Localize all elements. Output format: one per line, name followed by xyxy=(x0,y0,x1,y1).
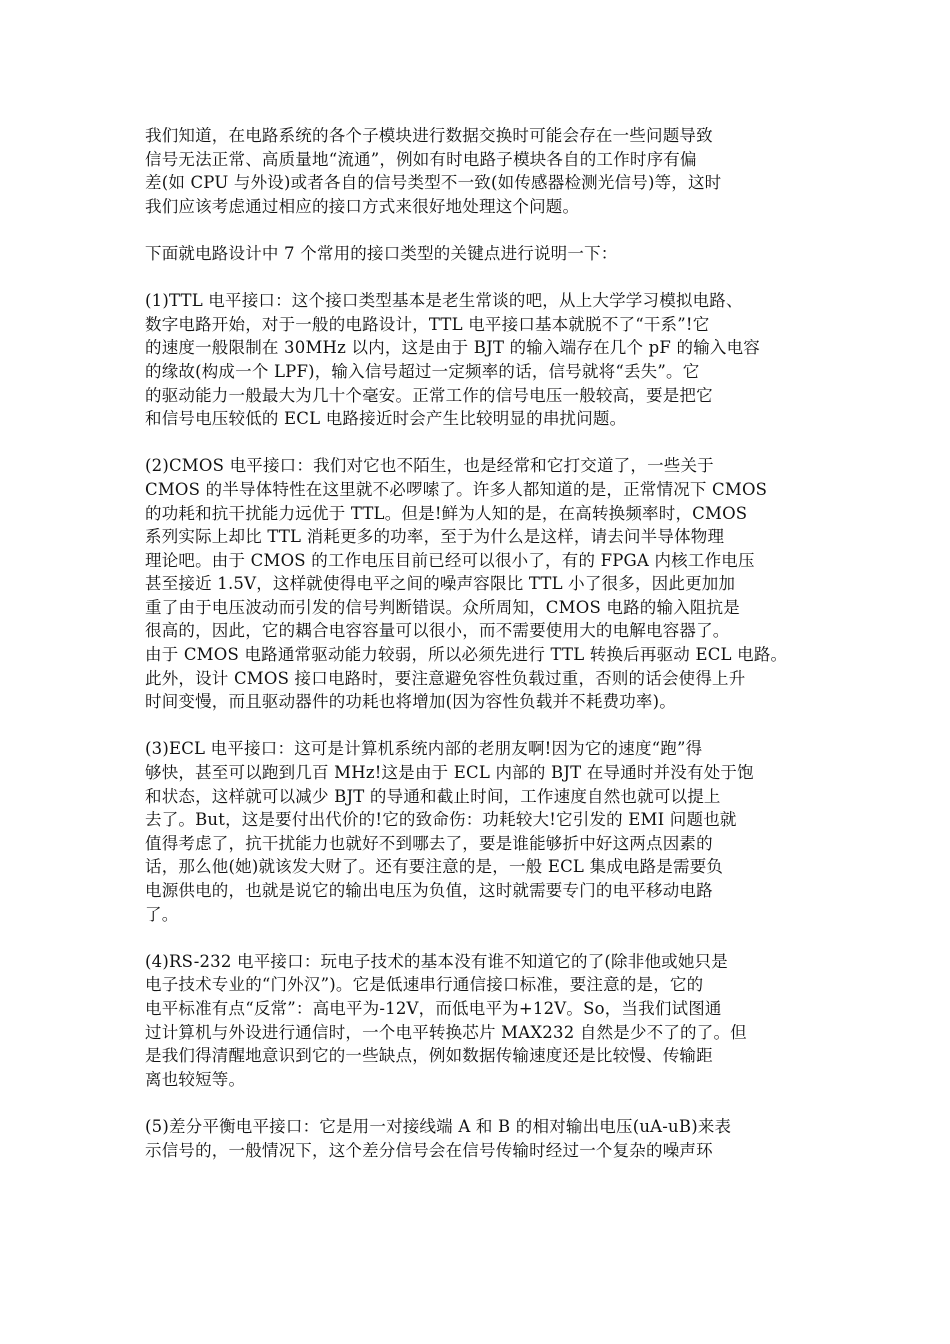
text-line: 的功耗和抗干扰能力远优于 TTL。但是!鲜为人知的是，在高转换频率时，CMOS xyxy=(145,503,748,523)
paragraph-cmos xyxy=(145,454,815,714)
document-body xyxy=(145,124,815,1162)
text-line: 信号无法正常、高质量地“流通”，例如有时电路子模块各自的工作时序有偏 xyxy=(145,149,697,169)
text-line: 此外，设计 CMOS 接口电路时，要注意避免容性负载过重，否则的话会使得上升 xyxy=(145,668,746,688)
text-line: 电源供电的，也就是说它的输出电压为负值，这时就需要专门的电平移动电路 xyxy=(145,881,713,900)
paragraph-gap xyxy=(145,266,815,290)
paragraph-gap xyxy=(145,431,815,455)
paragraph-ecl xyxy=(145,737,815,926)
text-line: 去了。But，这是要付出代价的!它的致命伤：功耗较大!它引发的 EMI 问题也就 xyxy=(145,810,737,830)
text-line: 的驱动能力一般最大为几十个毫安。正常工作的信号电压一般较高，要是把它 xyxy=(145,385,713,405)
text-line: 和信号电压较低的 ECL 电路接近时会产生比较明显的串扰问题。 xyxy=(145,409,627,429)
paragraph-gap xyxy=(145,218,815,242)
paragraph-intro xyxy=(145,124,815,218)
text-line: 下面就电路设计中 7 个常用的接口类型的关键点进行说明一下： xyxy=(145,243,618,263)
text-line: 由于 CMOS 电路通常驱动能力较弱，所以必须先进行 TTL 转换后再驱动 ECL 电路。 xyxy=(145,645,788,665)
text-line: 示信号的，一般情况下，这个差分信号会在信号传输时经过一个复杂的噪声环 xyxy=(145,1140,713,1160)
text-line: 过计算机与外设进行通信时，一个电平转换芯片 MAX232 自然是少不了的了。但 xyxy=(145,1022,747,1042)
text-line: 值得考虑了，抗干扰能力也就好不到哪去了，要是谁能够折中好这两点因素的 xyxy=(145,833,713,853)
text-line: 话，那么他(她)就该发大财了。还有要注意的是，一般 ECL 集成电路是需要负 xyxy=(145,857,724,877)
text-line: 我们知道，在电路系统的各个子模块进行数据交换时可能会存在一些问题导致 xyxy=(145,126,713,145)
text-line: 我们应该考虑通过相应的接口方式来很好地处理这个问题。 xyxy=(145,196,580,216)
text-line: 时间变慢，而且驱动器件的功耗也将增加(因为容性负载并不耗费功率)。 xyxy=(145,692,676,712)
text-line: 和状态，这样就可以减少 BJT 的导通和截止时间，工作速度自然也就可以提上 xyxy=(145,786,721,806)
text-line: 够快，甚至可以跑到几百 MHz!这是由于 ECL 内部的 BJT 在导通时并没有处于饱 xyxy=(145,763,754,783)
paragraph-gap xyxy=(145,1091,815,1115)
text-line: 的速度一般限制在 30MHz 以内，这是由于 BJT 的输入端存在几个 pF 的输入电容 xyxy=(145,338,760,358)
text-line: (4)RS-232 电平接口：玩电子技术的基本没有谁不知道它的了(除非他或她只是 xyxy=(145,951,728,971)
text-line: 电平标准有点“反常”：高电平为-12V，而低电平为+12V。So，当我们试图通 xyxy=(145,998,722,1018)
text-line: (5)差分平衡电平接口：它是用一对接线端 A 和 B 的相对输出电压(uA-uB)来表 xyxy=(145,1116,732,1136)
text-line: 的缘故(构成一个 LPF)，输入信号超过一定频率的话，信号就将“丢失”。它 xyxy=(145,361,700,381)
text-line: 甚至接近 1.5V，这样就使得电平之间的噪声容限比 TTL 小了很多，因此更加加 xyxy=(145,574,736,594)
text-line: (1)TTL 电平接口：这个接口类型基本是老生常谈的吧，从上大学学习模拟电路、 xyxy=(145,291,743,311)
text-line: 系列实际上却比 TTL 消耗更多的功率，至于为什么是这样，请去问半导体物理 xyxy=(145,527,725,547)
text-line: CMOS 的半导体特性在这里就不必啰嗦了。许多人都知道的是，正常情况下 CMOS xyxy=(145,479,768,499)
text-line: (3)ECL 电平接口：这可是计算机系统内部的老朋友啊!因为它的速度“跑”得 xyxy=(145,739,703,759)
text-line: 重了由于电压波动而引发的信号判断错误。众所周知，CMOS 电路的输入阻抗是 xyxy=(145,597,740,617)
paragraph-gap xyxy=(145,926,815,950)
text-line: 了。 xyxy=(145,904,179,924)
paragraph-ttl xyxy=(145,289,815,431)
paragraph-rs232 xyxy=(145,950,815,1092)
paragraph-overview xyxy=(145,242,815,266)
paragraph-differential xyxy=(145,1115,815,1162)
paragraph-gap xyxy=(145,714,815,738)
text-line: 离也较短等。 xyxy=(145,1069,246,1089)
text-line: 理论吧。由于 CMOS 的工作电压目前已经可以很小了，有的 FPGA 内核工作电压 xyxy=(145,550,755,570)
text-line: 数字电路开始，对于一般的电路设计，TTL 电平接口基本就脱不了“干系”!它 xyxy=(145,314,710,334)
text-line: 差(如 CPU 与外设)或者各自的信号类型不一致(如传感器检测光信号)等，这时 xyxy=(145,173,722,193)
text-line: 电子技术专业的“门外汉”)。它是低速串行通信接口标准，要注意的是，它的 xyxy=(145,975,704,995)
text-line: 是我们得清醒地意识到它的一些缺点，例如数据传输速度还是比较慢、传输距 xyxy=(145,1046,713,1066)
text-line: (2)CMOS 电平接口：我们对它也不陌生，也是经常和它打交道了，一些关于 xyxy=(145,456,714,476)
text-line: 很高的，因此，它的耦合电容容量可以很小，而不需要使用大的电解电容器了。 xyxy=(145,621,730,641)
